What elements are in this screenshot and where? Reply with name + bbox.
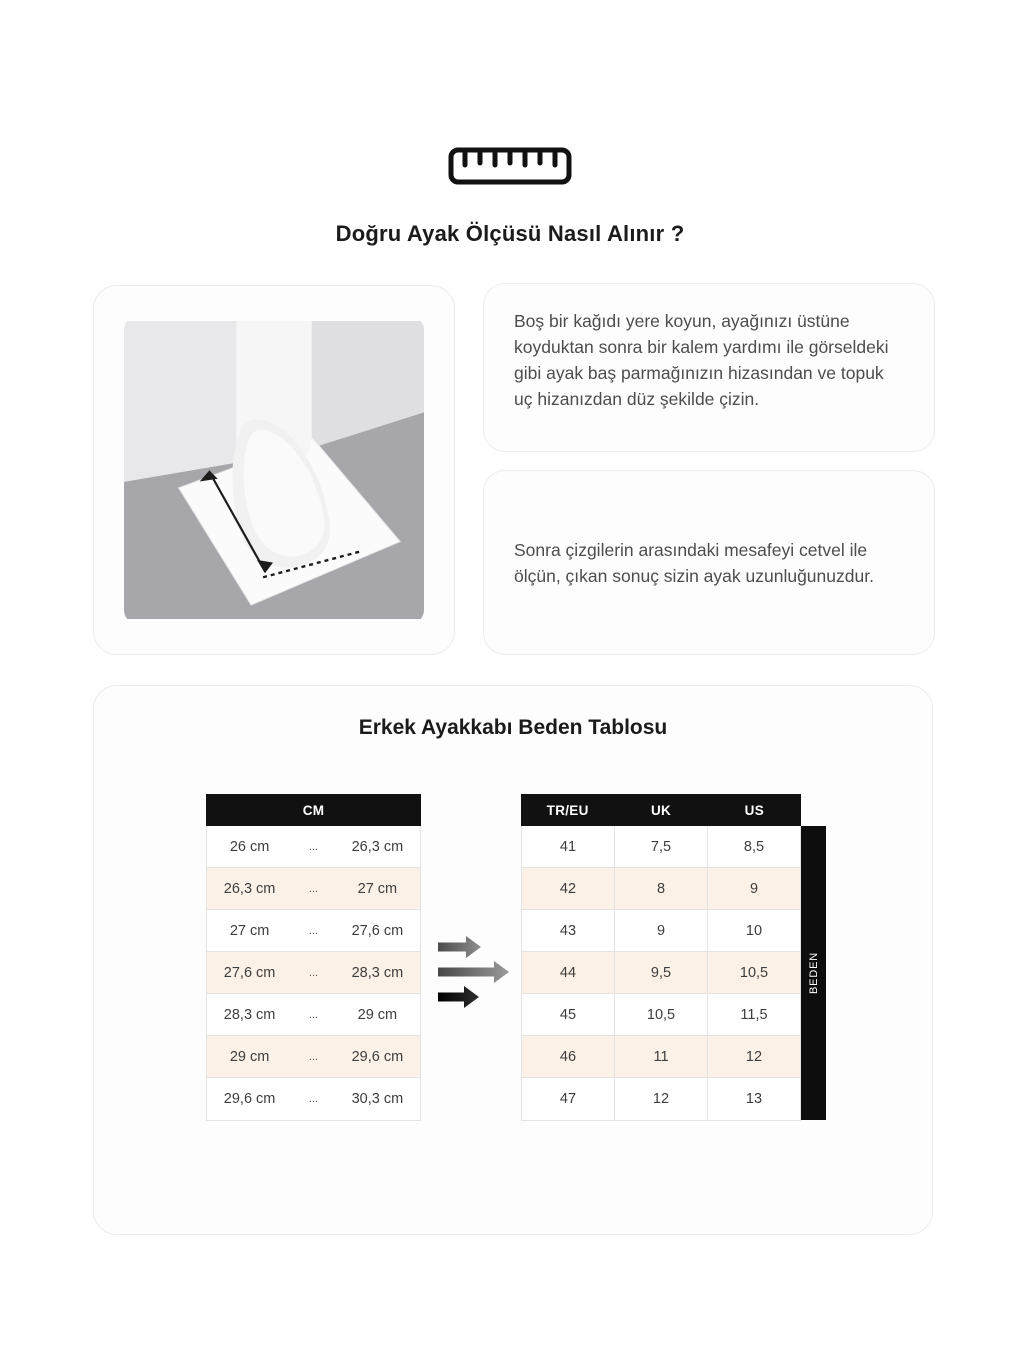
uk-value: 9 bbox=[615, 910, 708, 951]
cm-to: 27,6 cm bbox=[351, 922, 404, 939]
uk-value: 12 bbox=[615, 1078, 708, 1120]
measurement-photo-card bbox=[93, 285, 455, 655]
us-value: 11,5 bbox=[740, 1006, 768, 1023]
cm-to: 29,6 cm bbox=[351, 1048, 404, 1065]
size-table-row bbox=[522, 868, 800, 910]
cm-table-row bbox=[207, 826, 420, 868]
uk-value: 8 bbox=[615, 868, 708, 909]
tr-eu-value: 46 bbox=[522, 1036, 615, 1077]
cm-from: 27,6 cm bbox=[223, 964, 276, 981]
size-conversion-table bbox=[521, 794, 801, 1121]
instruction-step-2-text: Sonra çizgilerin arasındaki mesafeyi cetvel ile ölçün, çıkan sonuç sizin ayak uzunluğunuzdur. bbox=[514, 539, 874, 586]
us-value: 9 bbox=[749, 880, 759, 897]
size-table-row bbox=[522, 826, 800, 868]
us-value: 13 bbox=[745, 1091, 763, 1107]
cm-from: 28,3 cm bbox=[223, 1006, 276, 1023]
tr-eu-value: 45 bbox=[522, 994, 615, 1035]
cm-sep: ... bbox=[308, 1093, 319, 1105]
tr-eu-value: 42 bbox=[522, 868, 615, 909]
beden-label: BEDEN bbox=[807, 952, 820, 994]
size-table-row bbox=[522, 910, 800, 952]
cm-table-header bbox=[206, 794, 421, 826]
tr-eu-value: 41 bbox=[522, 826, 615, 867]
cm-sep: ... bbox=[308, 1050, 319, 1063]
instruction-step-2-card bbox=[483, 470, 935, 655]
instruction-step-1-text: Boş bir kağıdı yere koyun, ayağınızı üstüne koyduktan sonra bir kalem yardımı ile görseldeki gibi ayak baş parmağınızın hizasından ve topuk uç hizanızdan düz şekilde çizin. bbox=[514, 311, 889, 409]
cm-from: 26 cm bbox=[229, 838, 270, 855]
cm-from: 29,6 cm bbox=[223, 1091, 276, 1107]
cm-from: 26,3 cm bbox=[223, 880, 276, 897]
size-table-row bbox=[522, 1078, 800, 1120]
cm-table-row bbox=[207, 994, 420, 1036]
tr-eu-value: 47 bbox=[522, 1078, 615, 1120]
page-title: Doğru Ayak Ölçüsü Nasıl Alınır ? bbox=[335, 221, 685, 246]
ruler-icon bbox=[0, 147, 1020, 185]
tr-eu-value: 44 bbox=[522, 952, 615, 993]
size-table-row bbox=[522, 952, 800, 994]
tr-eu-value: 43 bbox=[522, 910, 615, 951]
cm-table-row bbox=[207, 952, 420, 994]
cm-table-body bbox=[206, 826, 421, 1121]
size-chart-tables bbox=[94, 794, 932, 1120]
us-value: 10,5 bbox=[739, 964, 769, 981]
conversion-arrows-icon bbox=[438, 934, 511, 1012]
cm-table bbox=[206, 794, 421, 1121]
cm-table-row bbox=[207, 1078, 420, 1120]
header-tr-eu: TR/EU bbox=[546, 802, 589, 818]
instruction-step-1-card bbox=[483, 283, 935, 452]
us-value: 10 bbox=[745, 922, 763, 939]
header-uk: UK bbox=[650, 802, 672, 818]
cm-to: 29 cm bbox=[357, 1006, 398, 1023]
foot-measurement-photo bbox=[124, 316, 424, 624]
cm-from: 29 cm bbox=[229, 1048, 270, 1065]
size-table-row bbox=[522, 994, 800, 1036]
size-table-row bbox=[522, 1036, 800, 1078]
size-table-body bbox=[521, 826, 801, 1121]
us-value: 8,5 bbox=[743, 838, 765, 855]
cm-sep: ... bbox=[308, 840, 319, 853]
cm-to: 28,3 cm bbox=[351, 964, 404, 981]
cm-sep: ... bbox=[308, 1008, 319, 1021]
uk-value: 7,5 bbox=[615, 826, 708, 867]
header-us: US bbox=[744, 802, 764, 818]
cm-from: 27 cm bbox=[229, 922, 270, 939]
uk-value: 9,5 bbox=[615, 952, 708, 993]
cm-table-row bbox=[207, 868, 420, 910]
size-table-header bbox=[521, 794, 801, 826]
uk-value: 11 bbox=[615, 1036, 708, 1077]
size-chart-card bbox=[93, 685, 933, 1235]
cm-sep: ... bbox=[308, 924, 319, 937]
cm-table-row bbox=[207, 1036, 420, 1078]
cm-to: 30,3 cm bbox=[351, 1091, 404, 1107]
beden-side-bar bbox=[801, 826, 826, 1120]
cm-header-label: CM bbox=[302, 802, 325, 818]
uk-value: 10,5 bbox=[615, 994, 708, 1035]
us-value: 12 bbox=[745, 1048, 763, 1065]
cm-table-row bbox=[207, 910, 420, 952]
cm-to: 27 cm bbox=[357, 880, 398, 897]
cm-to: 26,3 cm bbox=[351, 838, 404, 855]
cm-sep: ... bbox=[308, 966, 319, 979]
cm-sep: ... bbox=[308, 882, 319, 895]
size-chart-title: Erkek Ayakkabı Beden Tablosu bbox=[358, 716, 668, 739]
